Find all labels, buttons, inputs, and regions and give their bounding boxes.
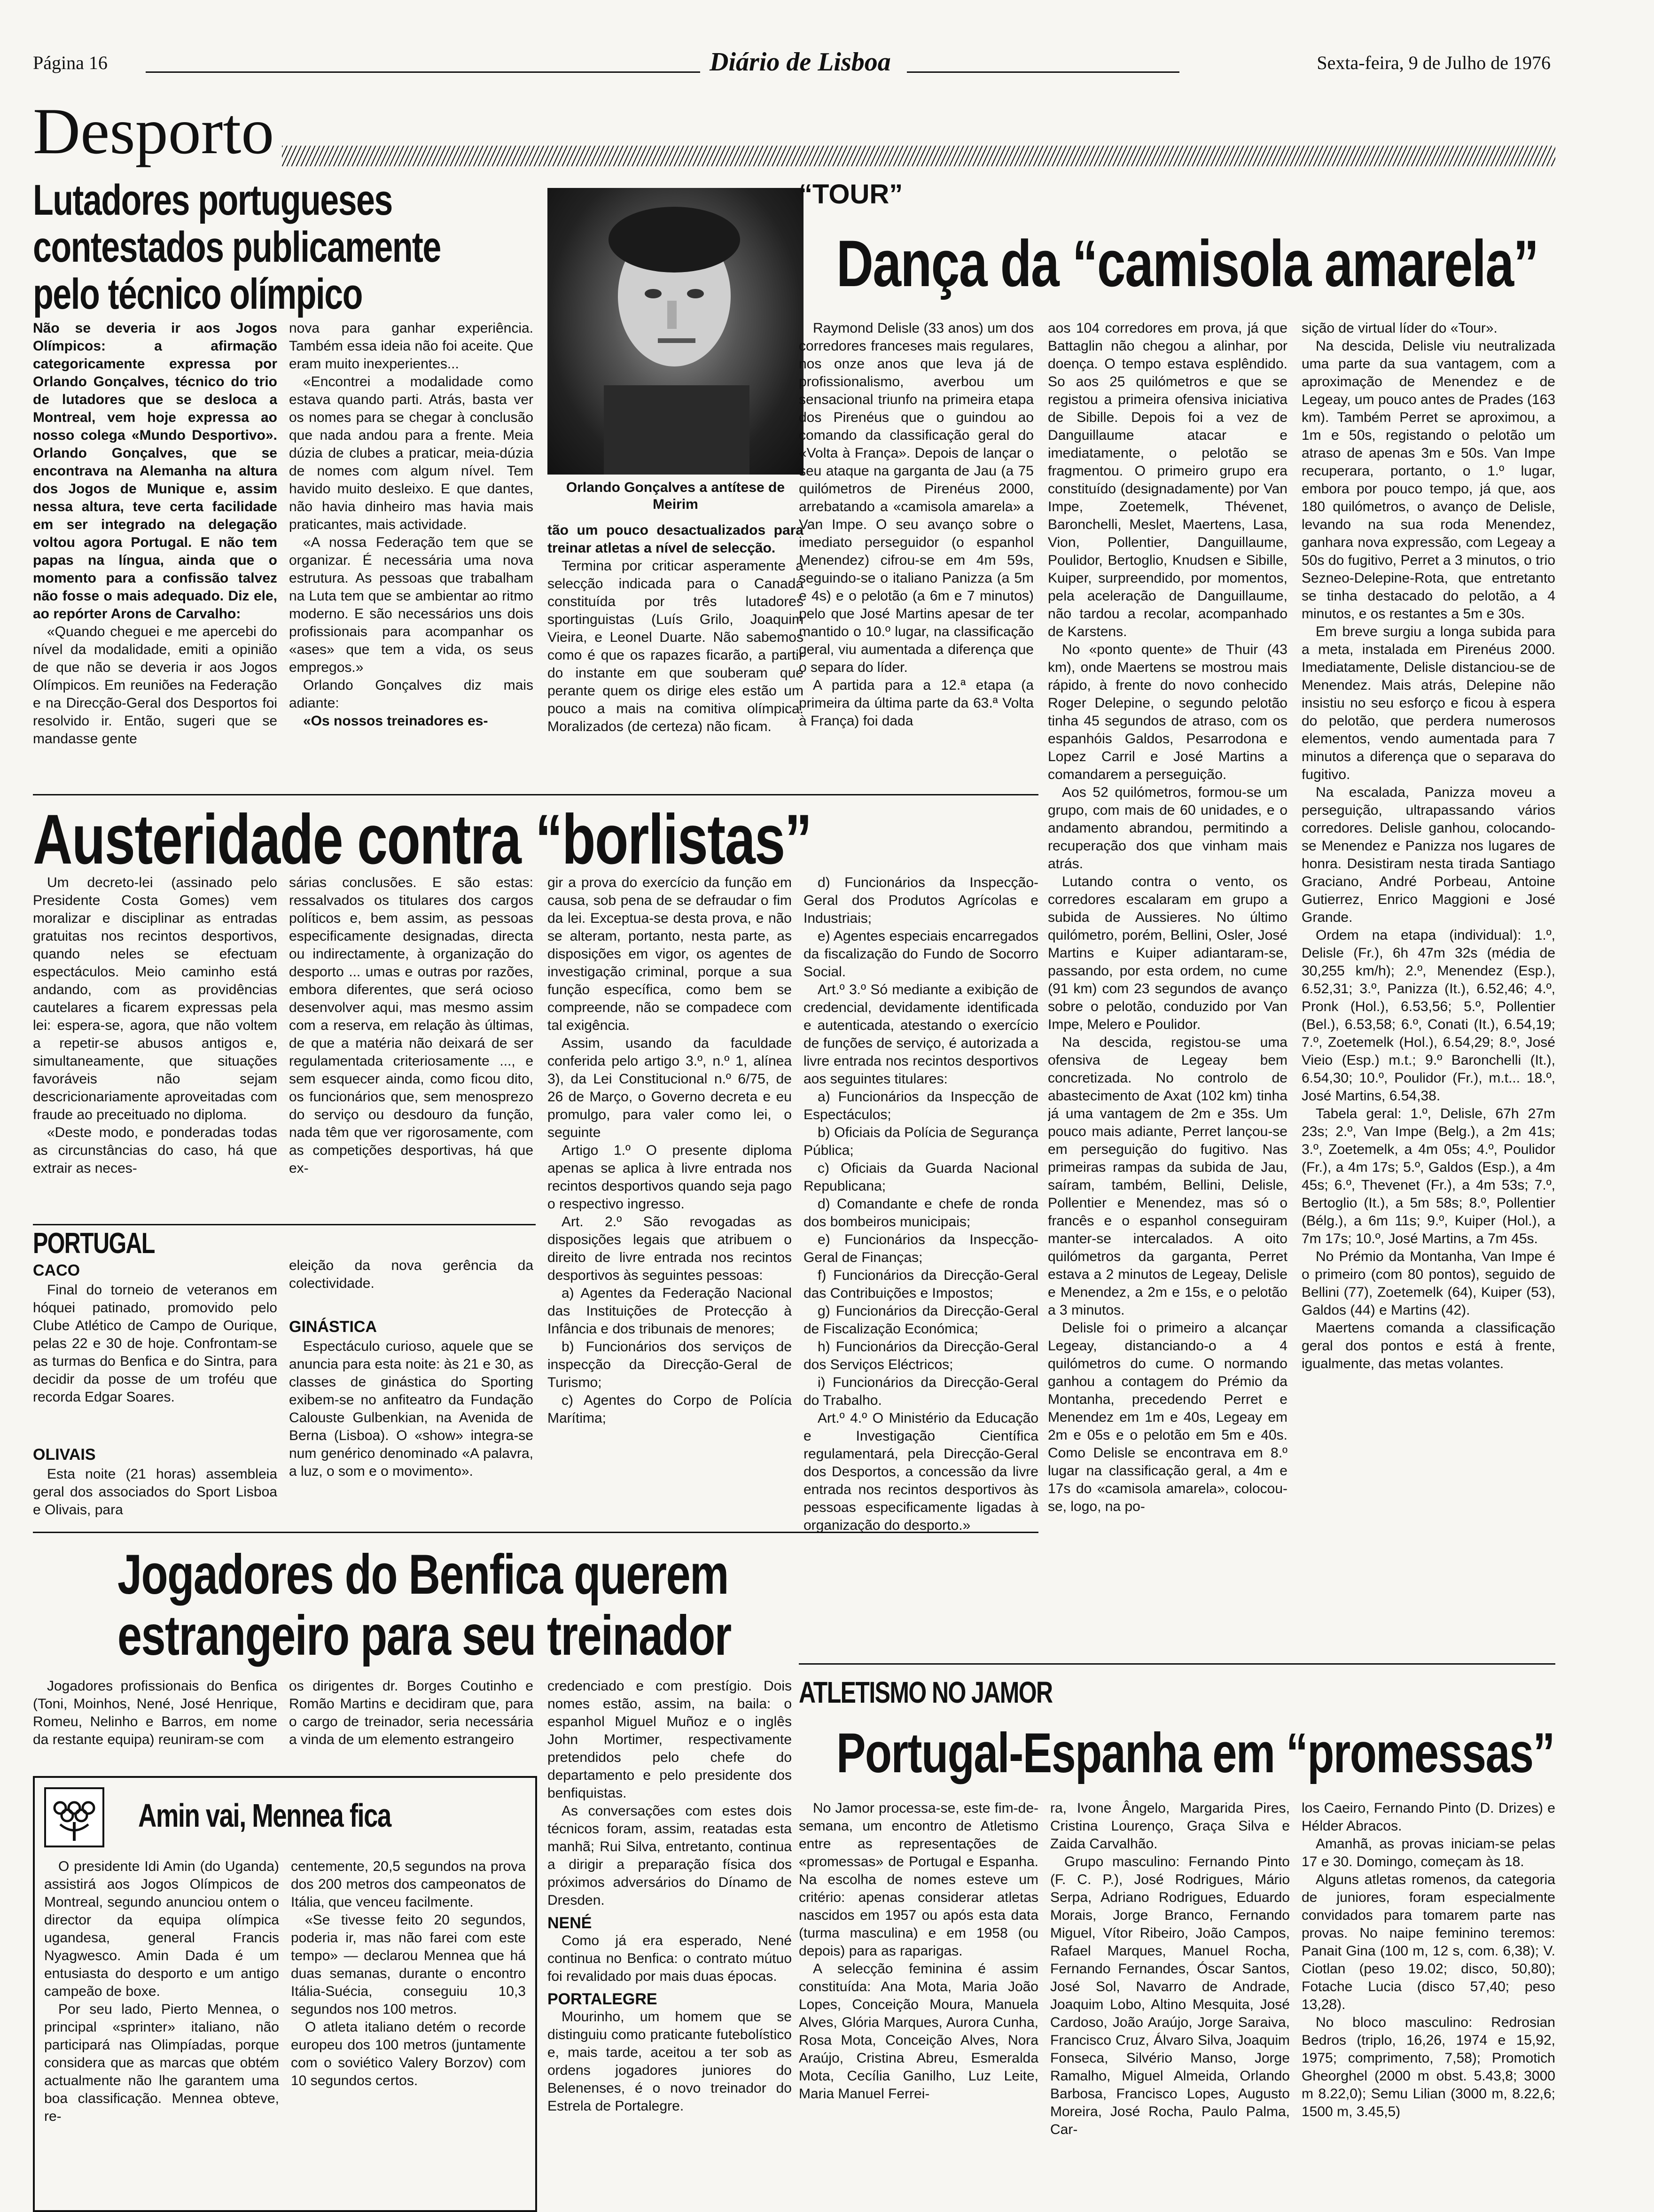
olivais-heading: OLIVAIS	[33, 1446, 96, 1464]
caco-heading: CACO	[33, 1262, 80, 1279]
portugal-title: PORTUGAL	[33, 1227, 155, 1260]
tour-col1-p1: Raymond Delisle (33 anos) um dos corredores franceses mais regulares, nos onze anos que leva já de profissionalismo, averbou um sensacional triunfo na primeira etapa dos Pirenéus que o guindou ao comando da classificação geral do «Volta à França». Depois de lançar o seu ataque na garganta de Jau (a 75 quilómetros de Pirenéus 2000, arrebatando a «camisola amarela» a Van Impe. O seu avanço sobre o imediato perseguidor (o espanhol Menendez) cifrou-se em 4m 59s, seguindo-se o italiano Panizza (a 5m e 4s) e o pelotão (a 6m e 7 minutos) pelo que José Martins apesar de ter mantido o 10.º lugar, na classificação geral, viu aumentada a diferença que o separa do líder.	[799, 320, 1034, 675]
tour-col3	[1302, 319, 1555, 1527]
tour-col2-p1: aos 104 corredores em prova, já que Battaglin não chegou a alinhar, por doença. O tempo estava esplêndido. So aos 25 quilómetros e que se registou a primeira ofensiva iniciativa de Sibille. Depois foi a vez de Danguillaume atacar e imediatamente, o pelotão se fragmentou. O primeiro grupo era constituído (designadamente) por Van Impe, Zoetemelk, Thévenet, Baronchelli, Meslet, Maertens, Lasa, Vion, Pollentier, Danguillaume, Poulidor, Bertoglio, Knudsen e Sibille, Kuiper, surpreendido, por momentos, pela aceleração de Danguillaume, não tardou a recolar, acompanhado de Karstens.	[1048, 320, 1287, 639]
benfica-col3-p1: credenciado e com prestígio. Dois nomes estão, assim, na baila: o espanhol Miguel Muñoz e o inglês John Mortimer, respectivamente pretendidos pelo chefe do departamento e pelo presidente dos benfiquistas.	[547, 1678, 792, 1801]
portrait-silhouette-icon	[547, 188, 804, 475]
austeridade-col4-p7: d) Comandante e chefe de ronda dos bombeiros municipais;	[804, 1196, 1038, 1230]
lutadores-col2-p2: «Encontrei a modalidade como estava quando parti. Atrás, basta ver os nomes para se chegar à conclusão que nada andou para a frente. Meia dúzia de clubes a praticar, meia-dúzia de nomes com algum nível. Tem havido muito desleixo. E que dantes, não havia dinheiro mas havia mais praticantes, mais actividade.	[289, 374, 533, 532]
austeridade-top-rule	[33, 794, 1038, 795]
tour-col1-p2: A partida para a 12.ª etapa (a primeira da última parte da 63.ª Volta à França) foi dada	[799, 678, 1034, 729]
ginastica-heading: GINÁSTICA	[289, 1318, 377, 1336]
portalegre-text: Mourinho, um homem que se distinguiu como praticante futebolístico e, mais tarde, aceitou a ter sob as ordens jogadores juniores do Belenenses, é o novo treinador do Estrela de Portalegre.	[547, 2009, 792, 2114]
lutadores-col3-p1: tão um pouco desactualizados para treinar atletas a nível de selecção.	[547, 522, 804, 556]
austeridade-col4-p2: e) Agentes especiais encarregados da fiscalização do Fundo de Socorro Social.	[804, 928, 1038, 980]
austeridade-col4-p12: i) Funcionários da Direcção-Geral do Trabalho.	[804, 1375, 1038, 1408]
atletismo-col3-p4: No bloco masculino: Redrosian Bedros (triplo, 16,26, 1974 e 15,92, 1975; comprimento, 7,58); Promotich Gheorghel (2000 m obst. 5.43,8; 3000 m 8.22,0); Semu Lilian (3000 m, 8.22,6; 1500 m, 3.45,5)	[1302, 2015, 1555, 2119]
amin-col2-p3: O atleta italiano detém o recorde europeu dos 100 metros (juntamente com o soviético Valery Borzov) com 10 segundos certos.	[291, 2019, 526, 2088]
austeridade-col1-p2: «Deste modo, e ponderadas todas as circunstâncias do caso, há que extrair as neces-	[33, 1125, 277, 1176]
atletismo-article	[799, 1668, 1555, 2208]
lutadores-col3	[547, 522, 804, 785]
austeridade-col1	[33, 874, 277, 1226]
austeridade-col4-p10: g) Funcionários da Direcção-Geral de Fiscalização Económica;	[804, 1303, 1038, 1337]
tour-col3-p7: No Prémio da Montanha, Van Impe é o primeiro (com 80 pontos), seguido de Bellini (77), Zoetemelk (64), Kuiper (53), Galdos (44) e Martins (42).	[1302, 1249, 1555, 1318]
tour-col2-p5: Na descida, registou-se uma ofensiva de Legeay bem concretizada. No controlo de abastecimento de Axat (102 km) tinha já uma vantagem de 2m e 35s. Um pouco mais adiante, Perret lançou-se em perseguição do fugitivo. Nas primeiras rampas da subida de Jau, saíram, também, Bellini, Delisle, Pollentier e Menendez, mas só o francês e o espanhol conseguiram manter-se intercalados. A oito quilómetros da garganta, Perret estava a 2 minutos de Legeay, Delisle e Menendez, a 2m e 15s, e o pelotão a 3 minutos.	[1048, 1035, 1287, 1318]
austeridade-col3	[547, 874, 792, 1522]
austeridade-col4-p3: Art.º 3.º Só mediante a exibição de credencial, devidamente identificada e autenticada, atestando o exercício de funções de serviço, é autorizada a livre entrada nos recintos desportivos aos seguintes titulares:	[804, 982, 1038, 1087]
atletismo-col3-p2: Amanhã, as provas iniciam-se pelas 17 e 30. Domingo, começam às 18.	[1302, 1836, 1555, 1869]
lutadores-photo-caption: Orlando Gonçalves a antítese de Meirim	[566, 480, 785, 512]
austeridade-col2	[289, 874, 533, 1226]
portalegre-heading: PORTALEGRE	[547, 1990, 657, 2008]
section-hatch-band	[282, 146, 1555, 166]
tour-col3-p4: Na escalada, Panizza moveu a perseguição, ultrapassando vários corredores. Delisle ganhou, colocando-se Menendez e Panizza nos lugares de honra. Desistiram nesta tirada Santiago Graciano, André Porbeau, Antoine Gutierrez, Enrico Maggioni e José Grande.	[1302, 785, 1555, 925]
header-date: Sexta-feira, 9 de Julho de 1976	[1317, 52, 1551, 73]
austeridade-col4-p5: b) Oficiais da Polícia de Segurança Pública;	[804, 1125, 1038, 1158]
tour-col2-p6: Delisle foi o primeiro a alcançar Legeay, distanciando-o a 4 quilómetros do cume. O normando ganhou a contagem do Prémio da Montanha, precedendo Perret e Menendez em 1m e 40s, Legeay em 2m e 05s e o pelotão em 5m e 40s. Como Delisle se encontrava em 8.º lugar na classificação geral, a 4m e 17s do «camisola amarela», colocou-se, logo, na po-	[1048, 1320, 1287, 1514]
austeridade-title: Austeridade contra “borlistas”	[33, 800, 811, 879]
austeridade-col4-p8: e) Funcionários da Inspecção-Geral de Finanças;	[804, 1232, 1038, 1265]
atletismo-col2	[1050, 1799, 1290, 2208]
tour-title: Dança da “camisola amarela”	[836, 226, 1538, 300]
austeridade-col3-p7: c) Agentes do Corpo de Polícia Marítima;	[547, 1393, 792, 1426]
lutadores-title-3: pelo técnico olímpico	[33, 270, 362, 318]
tour-col2-p3: Aos 52 quilómetros, formou-se um grupo, com mais de 60 unidades, e o andamento abrandou, permitindo a recuperação dos que vinham mais atrás.	[1048, 785, 1287, 872]
tour-col2	[1048, 319, 1287, 1527]
tour-kicker: “TOUR”	[799, 179, 903, 210]
lutadores-col2-p5: «Os nossos treinadores es-	[303, 713, 488, 729]
portugal-article	[33, 1229, 536, 1520]
atletismo-col1	[799, 1799, 1038, 2208]
masthead: Diário de Lisboa	[710, 47, 891, 77]
atletismo-col3	[1302, 1799, 1555, 2208]
lutadores-col2-p1: nova para ganhar experiência. Também essa ideia não foi aceite. Que eram muito inexperientes...	[289, 320, 533, 372]
atletismo-title: Portugal-Espanha em “promessas”	[836, 1721, 1554, 1784]
atletismo-col2-p1: ra, Ivone Ângelo, Margarida Pires, Cristina Lourenço, Graça Silva e Zaida Carvalhão.	[1050, 1800, 1290, 1852]
austeridade-col4-p4: a) Funcionários da Inspecção de Espectáculos;	[804, 1089, 1038, 1122]
tour-col3-p6: Tabela geral: 1.º, Delisle, 67h 27m 23s; 2.º, Van Impe (Belg.), a 2m 41s; 3.º, Zoetemelk, a 4m 05s; 4.º, Poulidor (Fr.), a 4m 17s; 5.º, Galdos (Esp.), a 4m 45s; 6.º, Thevenet (Fr.), a 4m 53s; 7.º, Bertoglio (It.), a 5m 58s; 8.º, Pollentier (Bélg.), a 6m 11s; 9.º, Kuiper (Hol.), a 7m 17s; 10.º, José Martins, a 7m 45s.	[1302, 1106, 1555, 1246]
montreal-olympic-emblem-icon	[46, 1789, 102, 1846]
tour-col3-p1: sição de virtual líder do «Tour».	[1302, 320, 1498, 336]
benfica-title-2: estrangeiro para seu treinador	[117, 1604, 731, 1667]
austeridade-col1-p1: Um decreto-lei (assinado pelo Presidente Costa Gomes) vem moralizar e disciplinar as entradas gratuitas nos recintos desportivos, quando neles se efectuam espectáculos. Meio caminho está andando, com as providências cautelares a ficarem expressas pela lei: espera-se, agora, que não voltem a repetir-se abusos antigos e, simultaneamente, que situações favoráveis não sejam descricionariamente aproveitadas com fraude ao preceituado no diploma.	[33, 875, 277, 1122]
ginastica-text: Espectáculo curioso, aquele que se anuncia para esta noite: às 21 e 30, as classes de ginástica do Sporting exibem-se no anfiteatro da Fundação Calouste Gulbenkian, na Avenida de Berna (Lisboa). O «show» integra-se num genérico denominado «A palavra, a luz, o som e o movimento».	[289, 1339, 533, 1479]
nene-text: Como já era esperado, Nené continua no Benfica: o contrato mútuo foi revalidado por mais duas épocas.	[547, 1933, 792, 1984]
austeridade-col4-p6: c) Oficiais da Guarda Nacional Republicana;	[804, 1161, 1038, 1194]
atletismo-col3-p3: Alguns atletas romenos, da categoria de juniores, foram especialmente convidados para tomarem parte nas provas. No naipe feminino teremos: Panait Gina (100 m, 12 s, com. 6,38); V. Ciotlan (peso 19.02; disco, 50,80); Fotache Lucia (disco 57,40; peso 13,28).	[1302, 1872, 1555, 2012]
atletismo-col2-p2: Grupo masculino: Fernando Pinto (F. C. P.), José Rodrigues, Mário Serpa, Adriano Rodrigues, Eduardo Morais, Jorge Branco, Fernando Miguel, Vítor Ribeiro, João Campos, Rafael Marques, Manuel Rocha, Fernando Fernandes, Óscar Santos, José Sol, Navarro de Andrade, Joaquim Lobo, Altino Mesquita, José Cardoso, João Araújo, Jorge Saraiva, Francisco Cruz, Álvaro Silva, Joaquim Fonseca, Silvério Manso, Jorge Ramalho, Miguel Almeida, Orlando Barbosa, Francisco Lopes, Augusto Moreira, José Rocha, Paulo Palma, Car-	[1050, 1854, 1290, 2137]
atletismo-top-rule	[799, 1663, 1555, 1665]
atletismo-col3-p1: los Caeiro, Fernando Pinto (D. Drizes) e Hélder Abracos.	[1302, 1800, 1555, 1834]
austeridade-col4	[804, 874, 1038, 1597]
tour-col3-p5: Ordem na etapa (individual): 1.º, Delisle (Fr.), 6h 47m 32s (média de 30,255 km/h); 2.º, Menendez (Esp.), 6.52,31; 3.º, Panizza (It.), 6.52,46; 4.º, Pronk (Hol.), 6.53,56; 5.º, Pollentier (Bel.), 6.53,58; 6.º, Conati (It.), 6.54,19; 7.º, Zoetemelk (Hol.), 6.54,29; 8.º, José Vieio (Esp.) m.t.; 9.º Baronchelli (It.), 6.54,30; 10.º, Poulidor (Fr.), m.t... 18.º, José Martins, 6.54,38.	[1302, 927, 1555, 1104]
page-number: Página 16	[33, 52, 108, 73]
amin-col2-p1: centemente, 20,5 segundos na prova dos 200 metros dos campeonatos de Itália, que venceu facilmente.	[291, 1859, 526, 1910]
austeridade-col4-p1: d) Funcionários da Inspecção-Geral dos Produtos Agrícolas e Industriais;	[804, 875, 1038, 926]
amin-col1	[44, 1858, 279, 2205]
lutadores-col1	[33, 319, 277, 785]
benfica-col3-p2: As conversações com estes dois técnicos foram, assim, reatadas esta manhã; Rui Silva, entretanto, continua a dirigir a preparação física dos próximos adversários do Dínamo de Dresden.	[547, 1803, 792, 1908]
portugal-col2-top: eleição da nova gerência da colectividade.	[289, 1258, 533, 1291]
austeridade-col4-p11: h) Funcionários da Direcção-Geral dos Serviços Eléctricos;	[804, 1339, 1038, 1372]
benfica-col2: os dirigentes dr. Borges Coutinho e Romão Martins e decidiram que, para o cargo de treinador, seria necessária a vinda de um elemento estrangeiro	[289, 1678, 533, 1747]
austeridade-col2-p1: sárias conclusões. E são estas: ressalvados os titulares dos cargos políticos e, bem assim, as pessoas especificamente designadas, directa ou indirectamente, à organização do desporto ... umas e outras por razões, embora diferentes, que será ocioso desenvolver aqui, mas mesmo assim com a reserva, em relação às últimas, de que a matéria não deixará de ser regulamentada criteriosamente ..., e sem esquecer ainda, como ficou dito, os funcionários que, sem menosprezo do serviço ou desdouro da função, nada têm que ver rigorosamente, com as competições desportivas, há que ex-	[289, 875, 533, 1176]
austeridade-col3-p4: Art. 2.º São revogadas as disposições legais que atribuem o direito de livre entrada nos recintos desportivos às seguintes pessoas:	[547, 1214, 792, 1283]
austeridade-col4-p13: Art.º 4.º O Ministério da Educação e Investigação Científica regulamentará, pela Direcção-Geral dos Desportos, a concessão da livre entrada nos recintos desportivos às pessoas especificamente ligadas à organização do desporto.»	[804, 1410, 1038, 1533]
olivais-text: Esta noite (21 horas) assembleia geral dos associados do Sport Lisboa e Olivais, para	[33, 1466, 277, 1518]
lutadores-col3-p2: Termina por criticar asperamente a selecção indicada para o Canadá constituída por três lutadores sportinguistas (Luís Grilo, Joaquim Vieira, e Leonel Duarte. Não sabemos como é que os rapazes ficarão, a partir do instante em que souberam que perante quem os dirige eles estão um pouco a mais na comitiva olímpica. Moralizados (de certeza) não ficam.	[547, 558, 804, 734]
austeridade-col3-p1: gir a prova do exercício da função em causa, sob pena de se defraudar o fim da lei. Exceptua-se desta prova, e não se alteram, portanto, nesta parte, as disposições em vigor, os agentes de investigação criminal, porque a sua função específica, como bem se compreende, não se compadece com tal exigência.	[547, 875, 792, 1033]
lutadores-col2-p3: «A nossa Federação tem que se organizar. É necessária uma nova estrutura. As pessoas que trabalham na Luta tem que se ambientar ao ritmo moderno. E são necessários uns dois profissionais para acompanhar os «ases» que tem a vida, os seus empregos.»	[289, 535, 533, 675]
austeridade-col3-p6: b) Funcionários dos serviços de inspecção da Direcção-Geral de Turismo;	[547, 1339, 792, 1390]
lutadores-photo	[547, 188, 804, 475]
lutadores-col2	[289, 319, 533, 785]
amin-col2-p2: «Se tivesse feito 20 segundos, poderia ir, mas não farei com este tempo» — declarou Mennea que há duas semanas, durante o encontro Itália-Suécia, conseguiu 10,3 segundos nos 100 metros.	[291, 1912, 526, 2017]
amin-col1-p2: Por seu lado, Pierto Mennea, o principal «sprinter» italiano, não participará nas Olimpíadas, porque considera que as marcas que obtém actualmente não lhe garantem uma boa classificação. Mennea obteve, re-	[44, 2002, 279, 2124]
tour-col3-p2: Na descida, Delisle viu neutralizada uma parte da sua vantagem, com a aproximação de Menendez e de Legeay, um pouco antes de Prades (163 km). Também Perret se aproximou, a 1m e 50s, registando o pelotão um atraso de apenas 3m e 50s. Van Impe recuperara, portanto, o 1.º lugar, embora por pouco tempo, já que, aos 180 quilómetros, o avanço de Delisle, levando na sua roda Menendez, ganhara nova expressão, com Legeay a 50s do fugitivo, Perret a 3 minutos, o trio Sezneo-Delepine-Rota, que entretanto se tinha destacado do pelotão, a 4 minutos, e os restantes a 5m e 30s.	[1302, 338, 1555, 622]
austeridade-col3-p5: a) Agentes da Federação Nacional das Instituições de Protecção à Infância e dos tribunais de menores;	[547, 1285, 792, 1337]
lutadores-title-2: contestados publicamente	[33, 223, 441, 271]
amin-col2	[291, 1858, 526, 2205]
tour-col3-p3: Em breve surgiu a longa subida para a meta, instalada em Pirenéus 2000. Imediatamente, Delisle distanciou-se de Menendez. Mais atrás, Delepine não insistiu no seu esforço e ficou à espera do pelotão, que perdera numerosos elementos, vendo aumentada para 7 minutos a diferença que o separava do fugitivo.	[1302, 624, 1555, 782]
section-title: Desporto	[33, 95, 274, 168]
amin-col1-p1: O presidente Idi Amin (do Uganda) assistirá aos Jogos Olímpicos de Montreal, segundo anunciou ontem o director da equipa olímpica ugandesa, general Francis Nyagwesco. Amin Dada é um entusiasta do desporto e um antigo campeão de boxe.	[44, 1859, 279, 1999]
lutadores-title-1: Lutadores portugueses	[33, 176, 392, 224]
tour-col2-p2: No «ponto quente» de Thuir (43 km), onde Maertens se mostrou mais rápido, à frente do novo conhecido Roger Delepine, o segundo pelotão tinha 45 segundos de atraso, com os espanhóis Galdos, Pesarrodona e Lopez Carril e José Martins a comandarem a perseguição.	[1048, 642, 1287, 782]
page-header	[33, 47, 1551, 80]
atletismo-col1-p2: A selecção feminina é assim constituída: Ana Mota, Maria João Lopes, Conceição Moura, Manuela Alves, Glória Marques, Aurora Cunha, Rosa Mota, Conceição Alves, Nora Araújo, Cristina Abreu, Esmeralda Mota, Cecília Ganilho, Luz Leite, Maria Manuel Ferrei-	[799, 1961, 1038, 2102]
atletismo-kicker: ATLETISMO NO JAMOR	[799, 1675, 1053, 1709]
benfica-col1: Jogadores profissionais do Benfica (Toni, Moinhos, Nené, José Henrique, Romeu, Nelinho e Barros, em nome da restante equipa) reuniram-se com	[33, 1678, 277, 1747]
tour-col2-p4: Lutando contra o vento, os corredores escalaram em grupo a subida de Aussieres. No último quilómetro, porém, Bellini, Osler, José Martins e Kuiper adiantaram-se, passando, por esta ordem, no cume (91 km) com 23 segundos de avanço sobre o pelotão, conduzido por Van Impe, Melero e Poulidor.	[1048, 874, 1287, 1032]
header-rule-left	[146, 71, 700, 73]
benfica-top-rule	[33, 1532, 1038, 1533]
lutadores-article	[33, 176, 808, 785]
benfica-title-1: Jogadores do Benfica querem	[117, 1543, 728, 1606]
header-rule-right	[907, 71, 1179, 73]
atletismo-col1-p1: No Jamor processa-se, este fim-de-semana, um encontro de Atletismo entre as representações de «promessas» de Portugal e Espanha. Na escolha de nomes esteve um critério: apenas considerar atletas nascidos em 1957 ou após esta data (turma masculina) e em 1958 (ou depois) para as raparigas.	[799, 1800, 1038, 1959]
portugal-top-rule	[33, 1224, 536, 1225]
olympic-logo-icon	[44, 1787, 104, 1847]
nene-heading: NENÉ	[547, 1914, 592, 1932]
austeridade-col3-p2: Assim, usando da faculdade conferida pelo artigo 3.º, n.º 1, alínea 3), da Lei Constitucional n.º 6/75, de 26 de Março, o Governo decreta e eu promulgo, para valer como lei, o seguinte	[547, 1036, 792, 1140]
austeridade-col3-p3: Artigo 1.º O presente diploma apenas se aplica à livre entrada nos recintos desportivos quando seja pago o respectivo ingresso.	[547, 1143, 792, 1212]
lutadores-col1-p1: Não se deveria ir aos Jogos Olímpicos: a afirmação categoricamente expressa por Orlando Gonçalves, técnico do trio de lutadores que se desloca a Montreal, vem hoje expressa ao nosso colega «Mundo Desportivo». Orlando Gonçalves, que se encontrava na Alemanha na altura dos Jogos de Munique e, assim nessa altura, teve certa facilidade em ser integrado na delegação voltou agora Portugal. E não tem papas na língua, ainda que o momento para a confissão talvez não fosse o mais adequado. Diz ele, ao repórter Arons de Carvalho:	[33, 320, 277, 622]
caco-text: Final do torneio de veteranos em hóquei patinado, promovido pelo Clube Atlético de Campo de Ourique, pelas 22 e 30 de hoje. Confrontam-se as turmas do Benfica e do Sintra, para decidir da posse de um troféu que recorda Edgar Soares.	[33, 1282, 277, 1405]
amin-title: Amin vai, Mennea fica	[138, 1797, 391, 1834]
austeridade-col4-p9: f) Funcionários da Direcção-Geral das Contribuições e Impostos;	[804, 1268, 1038, 1301]
lutadores-col2-p4: Orlando Gonçalves diz mais adiante:	[289, 678, 533, 711]
lutadores-col1-p2: «Quando cheguei e me apercebi do nível da modalidade, emiti a opinião de que não se deveria ir aos Jogos Olímpicos. Em reuniões na Federação e na Direcção-Geral dos Desportos foi resolvido ir. Então, sugeri que se mandasse gente	[33, 624, 277, 747]
benfica-col3	[547, 1677, 792, 2204]
amin-box	[33, 1776, 537, 2212]
tour-col3-p8: Maertens comanda a classificação geral dos pontos e está à frente, igualmente, das metas volantes.	[1302, 1320, 1555, 1371]
